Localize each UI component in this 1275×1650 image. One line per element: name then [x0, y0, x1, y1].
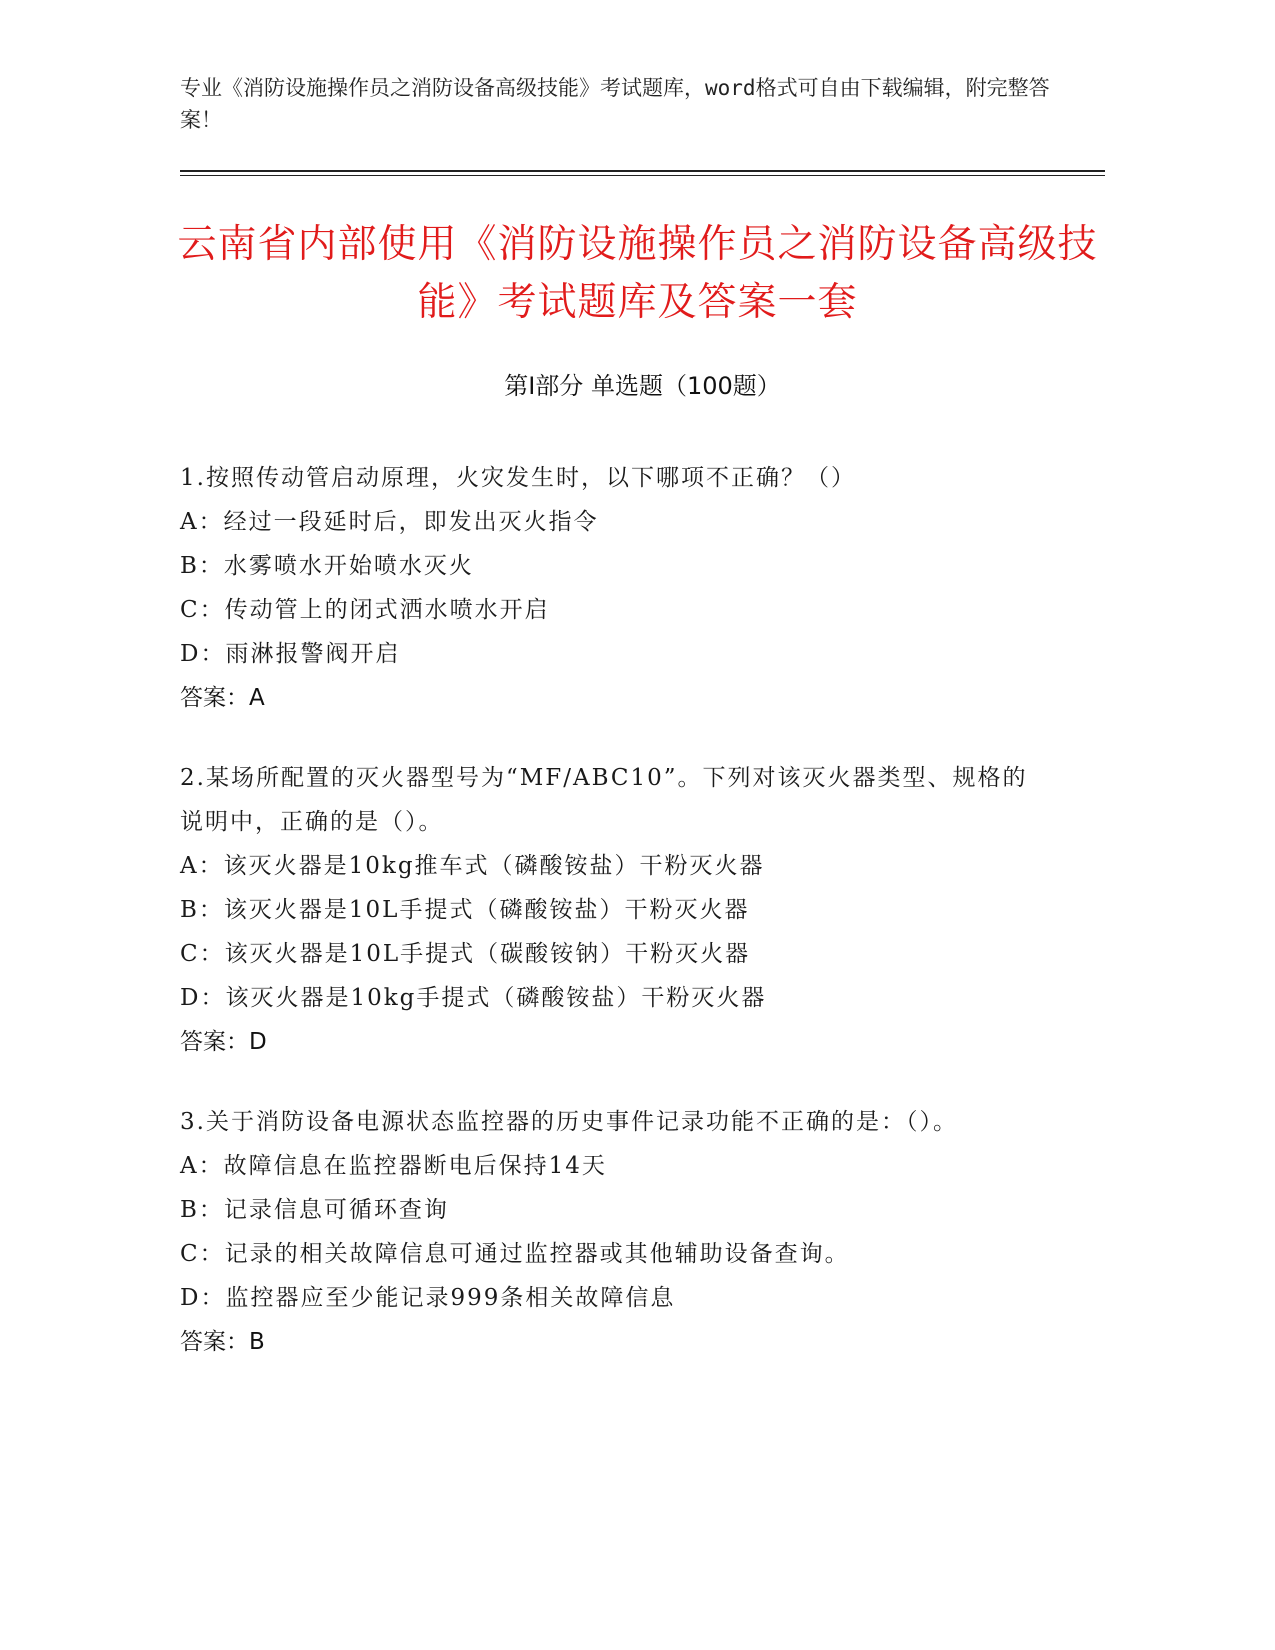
question-list — [180, 456, 1030, 1400]
question-stem: 3.关于消防设备电源状态监控器的历史事件记录功能不正确的是：（）。 — [180, 1109, 958, 1135]
answer-label: 答案：D — [180, 1029, 267, 1055]
document-title: 云南省内部使用《消防设施操作员之消防设备高级技能》考试题库及答案一套 — [177, 222, 1098, 325]
option-c: C：该灭火器是10L手提式（碳酸铵钠）干粉灭火器 — [180, 941, 751, 967]
header-note: 专业《消防设施操作员之消防设备高级技能》考试题库，word格式可自由下载编辑，附完整答案！ — [180, 76, 1050, 132]
option-b: B：该灭火器是10L手提式（磷酸铵盐）干粉灭火器 — [180, 897, 750, 923]
answer-label: 答案：B — [180, 1329, 265, 1355]
question-stem: 2.某场所配置的灭火器型号为“MF/ABC10”。下列对该灭火器类型、规格的说明中，正确的是（）。 — [180, 765, 1028, 835]
section-title: 第Ⅰ部分 单选题（100题） — [504, 372, 781, 400]
option-d: D：该灭火器是10kg手提式（磷酸铵盐）干粉灭火器 — [180, 985, 767, 1011]
question-1 — [180, 456, 1030, 720]
header-divider — [180, 170, 1105, 172]
question-3 — [180, 1100, 1030, 1364]
option-a: A：故障信息在监控器断电后保持14天 — [180, 1153, 607, 1179]
option-b: B：记录信息可循环查询 — [180, 1197, 449, 1223]
question-stem: 1.按照传动管启动原理，火灾发生时，以下哪项不正确？（） — [180, 465, 856, 491]
header-divider-thin — [180, 175, 1105, 176]
option-d: D：监控器应至少能记录999条相关故障信息 — [180, 1285, 676, 1311]
answer-label: 答案：A — [180, 685, 265, 711]
question-2 — [180, 756, 1030, 1064]
option-d: D：雨淋报警阀开启 — [180, 641, 401, 667]
option-b: B：水雾喷水开始喷水灭火 — [180, 553, 474, 579]
option-c: C：记录的相关故障信息可通过监控器或其他辅助设备查询。 — [180, 1241, 850, 1267]
option-a: A：经过一段延时后，即发出灭火指令 — [180, 509, 599, 535]
option-c: C：传动管上的闭式洒水喷水开启 — [180, 597, 550, 623]
option-a: A：该灭火器是10kg推车式（磷酸铵盐）干粉灭火器 — [180, 853, 765, 879]
